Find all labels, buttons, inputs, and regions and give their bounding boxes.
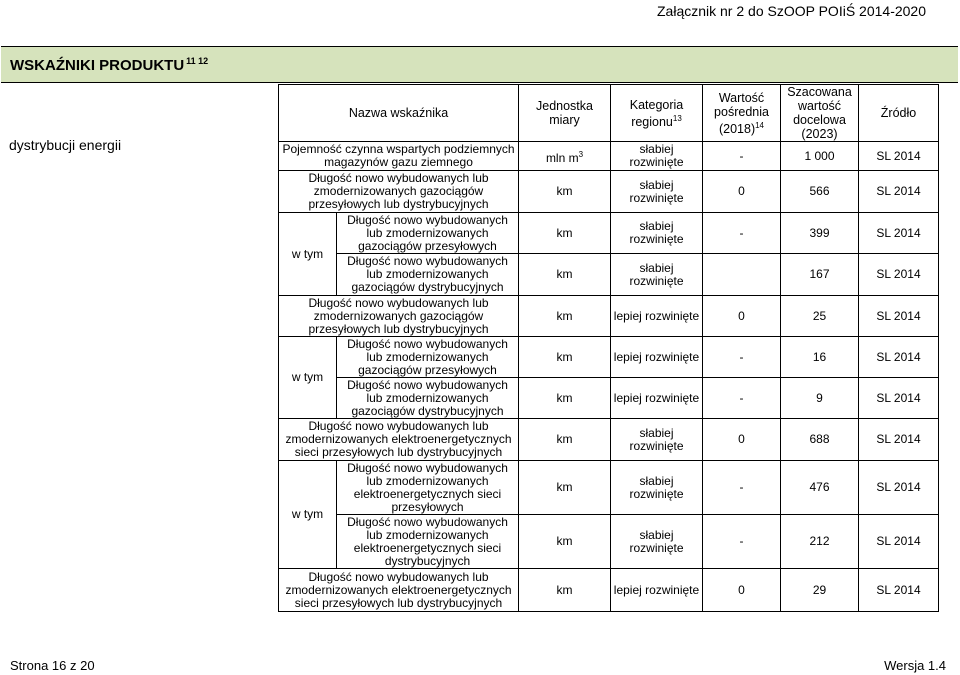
category-cell: lepiej rozwinięte <box>611 296 703 337</box>
unit-cell: km <box>519 461 611 515</box>
indicator-name: Długość nowo wybudowanych lub zmodernizowanych gazociągów przesyłowych <box>337 337 519 378</box>
target-cell: 566 <box>781 171 859 213</box>
wtym-label: w tym <box>279 213 337 296</box>
unit-cell: km <box>519 296 611 337</box>
mid-cell <box>703 254 781 296</box>
indicator-name: Długość nowo wybudowanych lub zmodernizowanych gazociągów przesyłowych lub dystrybucyjnych <box>279 171 519 213</box>
unit-cell: mln $m^3$ <box>519 142 611 171</box>
table-row <box>279 515 939 569</box>
side-label: dystrybucji energii <box>9 137 122 153</box>
target-cell: 16 <box>781 337 859 378</box>
unit-cell: km <box>519 515 611 569</box>
category-cell: słabiej rozwinięte <box>611 254 703 296</box>
source-cell: SL 2014 <box>859 296 939 337</box>
category-cell: lepiej rozwinięte <box>611 378 703 419</box>
indicator-name: Długość nowo wybudowanych lub zmodernizowanych gazociągów przesyłowych lub dystrybucyjnych <box>279 296 519 337</box>
indicators-table <box>278 84 939 612</box>
unit-cell: km <box>519 213 611 254</box>
target-cell: 399 <box>781 213 859 254</box>
wtym-label: w tym <box>279 461 337 569</box>
mid-cell: - <box>703 213 781 254</box>
target-cell: 212 <box>781 515 859 569</box>
indicator-name: Długość nowo wybudowanych lub zmodernizowanych gazociągów dystrybucyjnych <box>337 254 519 296</box>
page-number: Strona 16 z 20 <box>10 658 95 673</box>
mid-cell: - <box>703 337 781 378</box>
target-cell: 25 <box>781 296 859 337</box>
table-row <box>279 171 939 213</box>
unit-cell: km <box>519 569 611 612</box>
document-header: Załącznik nr 2 do SzOOP POIiŚ 2014-2020 <box>657 3 926 19</box>
source-cell: SL 2014 <box>859 378 939 419</box>
indicator-name: Długość nowo wybudowanych lub zmodernizowanych elektroenergetycznych sieci dystrybucyjnych <box>337 515 519 569</box>
header-category: Kategoria regionu$^{13}$ <box>611 85 703 142</box>
mid-cell: - <box>703 515 781 569</box>
category-cell: lepiej rozwinięte <box>611 569 703 612</box>
source-cell: SL 2014 <box>859 213 939 254</box>
mid-cell: 0 <box>703 419 781 461</box>
unit-cell: km <box>519 171 611 213</box>
header-name: Nazwa wskaźnika <box>279 85 519 142</box>
source-cell: SL 2014 <box>859 515 939 569</box>
source-cell: SL 2014 <box>859 142 939 171</box>
category-cell: słabiej rozwinięte <box>611 515 703 569</box>
source-cell: SL 2014 <box>859 254 939 296</box>
source-cell: SL 2014 <box>859 171 939 213</box>
version-label: Wersja 1.4 <box>884 658 946 673</box>
footnote-refs: 11 12 <box>186 56 209 66</box>
mid-cell: - <box>703 461 781 515</box>
target-cell: 9 <box>781 378 859 419</box>
category-cell: lepiej rozwinięte <box>611 337 703 378</box>
unit-cell: km <box>519 337 611 378</box>
wtym-label: w tym <box>279 337 337 419</box>
header-source: Źródło <box>859 85 939 142</box>
table-row <box>279 142 939 171</box>
unit-cell: km <box>519 419 611 461</box>
target-cell: 688 <box>781 419 859 461</box>
mid-cell: - <box>703 378 781 419</box>
table-row <box>279 569 939 612</box>
header-unit: Jednostka miary <box>519 85 611 142</box>
target-cell: 29 <box>781 569 859 612</box>
table-row <box>279 461 939 515</box>
table-row <box>279 337 939 378</box>
category-cell: słabiej rozwinięte <box>611 461 703 515</box>
source-cell: SL 2014 <box>859 337 939 378</box>
header-target: Szacowana wartość docelowa (2023) <box>781 85 859 142</box>
source-cell: SL 2014 <box>859 569 939 612</box>
indicator-name: Długość nowo wybudowanych lub zmodernizowanych elektroenergetycznych sieci przesyłowych <box>337 461 519 515</box>
header-baseline: Wartość pośrednia $(2018)^{14}$ <box>703 85 781 142</box>
unit-cell: km <box>519 378 611 419</box>
table-row <box>279 419 939 461</box>
source-cell: SL 2014 <box>859 461 939 515</box>
indicator-name: Długość nowo wybudowanych lub zmodernizowanych gazociągów dystrybucyjnych <box>337 378 519 419</box>
category-cell: słabiej rozwinięte <box>611 142 703 171</box>
target-cell: 167 <box>781 254 859 296</box>
indicator-name: Długość nowo wybudowanych lub zmodernizowanych gazociągów przesyłowych <box>337 213 519 254</box>
category-cell: słabiej rozwinięte <box>611 213 703 254</box>
category-cell: słabiej rozwinięte <box>611 419 703 461</box>
mid-cell: 0 <box>703 569 781 612</box>
unit-cell: km <box>519 254 611 296</box>
source-cell: SL 2014 <box>859 419 939 461</box>
table-row <box>279 213 939 254</box>
category-cell: słabiej rozwinięte <box>611 171 703 213</box>
table-row <box>279 254 939 296</box>
target-cell: 476 <box>781 461 859 515</box>
section-banner <box>1 46 958 83</box>
section-title: WSKAŹNIKI PRODUKTU $^{11 12}$ <box>10 56 209 74</box>
mid-cell: 0 <box>703 296 781 337</box>
target-cell: 1 000 <box>781 142 859 171</box>
indicator-name: Długość nowo wybudowanych lub zmodernizowanych elektroenergetycznych sieci przesyłowych lub dystrybucyjnych <box>279 419 519 461</box>
mid-cell: 0 <box>703 171 781 213</box>
table-row <box>279 378 939 419</box>
indicator-name: Długość nowo wybudowanych lub zmodernizowanych elektroenergetycznych sieci przesyłowych lub dystrybucyjnych <box>279 569 519 612</box>
table-row <box>279 296 939 337</box>
indicator-name: Pojemność czynna wspartych podziemnych magazynów gazu ziemnego <box>279 142 519 171</box>
mid-cell: - <box>703 142 781 171</box>
